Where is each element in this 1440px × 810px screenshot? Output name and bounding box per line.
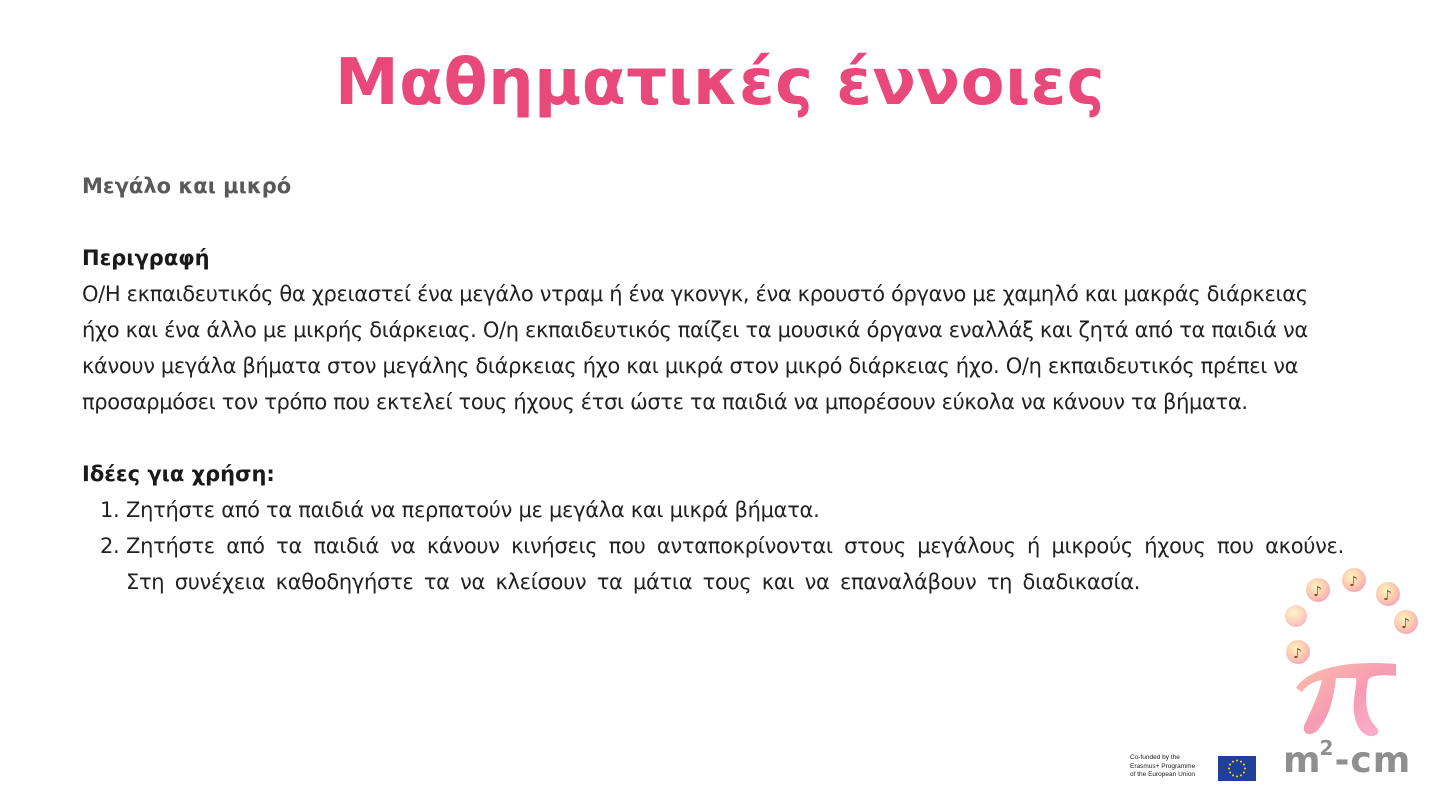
eu-cofunding-logo	[1130, 754, 1258, 782]
brand-logo	[1283, 736, 1412, 781]
eu-line-1: Co-funded by the	[1130, 754, 1180, 761]
list-item	[100, 492, 1344, 528]
slide-title: Μαθηματικές έννοιες	[334, 46, 1106, 120]
eu-cofunding-text	[1130, 754, 1214, 780]
svg-text:♪: ♪	[1313, 584, 1322, 600]
music-note-icon	[1286, 640, 1310, 664]
pi-symbol-icon	[1296, 663, 1396, 736]
list-item-text: Ζητήστε από τα παιδιά να κάνουν κινήσεις που ανταποκρίνονται στους μεγάλους ή μικρούς ήχους που ακούνε. Στη συνέχεια καθοδηγήστε τα να κλείσουν τα μάτια τους και να επαναλάβουν τη διαδικασία.	[126, 534, 1344, 594]
svg-text:♪: ♪	[1349, 574, 1358, 590]
list-item-number: 2.	[100, 534, 120, 558]
eu-line-3: of the European Union	[1130, 771, 1196, 779]
music-note-icon	[1342, 568, 1366, 592]
eu-flag-icon	[1218, 756, 1256, 781]
pi-music-notes-logo	[1278, 560, 1428, 740]
brand-logo-sup: 2	[1319, 736, 1335, 760]
brand-logo-main: m	[1283, 740, 1322, 781]
ideas-heading: Ιδέες για χρήση:	[82, 462, 275, 486]
list-item-number: 1.	[100, 498, 120, 522]
eu-line-2: Erasmus+ Programme	[1130, 762, 1196, 770]
slide-subtitle: Μεγάλο και μικρό	[82, 174, 292, 198]
ideas-list	[82, 492, 1344, 600]
list-item-text: Ζητήστε από τα παιδιά να περπατούν με μεγάλα και μικρά βήματα.	[126, 498, 820, 522]
music-note-icon	[1306, 578, 1330, 602]
music-note-icon	[1394, 610, 1418, 634]
svg-text:♪: ♪	[1401, 616, 1410, 632]
svg-text:♪: ♪	[1293, 646, 1302, 662]
brand-logo-tail: -cm	[1334, 740, 1412, 781]
description-text: Ο/Η εκπαιδευτικός θα χρειαστεί ένα μεγάλο ντραμ ή ένα γκονγκ, ένα κρουστό όργανο με χαμηλό και μακράς διάρκειας ήχο και ένα άλλο με μικρής διάρκειας. Ο/η εκπαιδευτικός παίζει τα μουσικά όργανα εναλλάξ και ζητά από τα παιδιά να κάνουν μεγάλα βήματα στον μεγάλης διάρκειας ήχο και μικρά στον μικρό διάρκειας ήχο. Ο/η εκπαιδευτικός πρέπει να προσαρμόσει τον τρόπο που εκτελεί τους ήχους έτσι ώστε τα παιδιά να μπορέσουν εύκολα να κάνουν τα βήματα.	[82, 282, 1308, 414]
list-item	[100, 528, 1344, 600]
description-heading: Περιγραφή	[82, 246, 210, 270]
music-note-icon	[1376, 582, 1400, 606]
music-note-icon	[1285, 605, 1307, 627]
slide-content	[82, 168, 1344, 600]
svg-text:♪: ♪	[1383, 588, 1392, 604]
